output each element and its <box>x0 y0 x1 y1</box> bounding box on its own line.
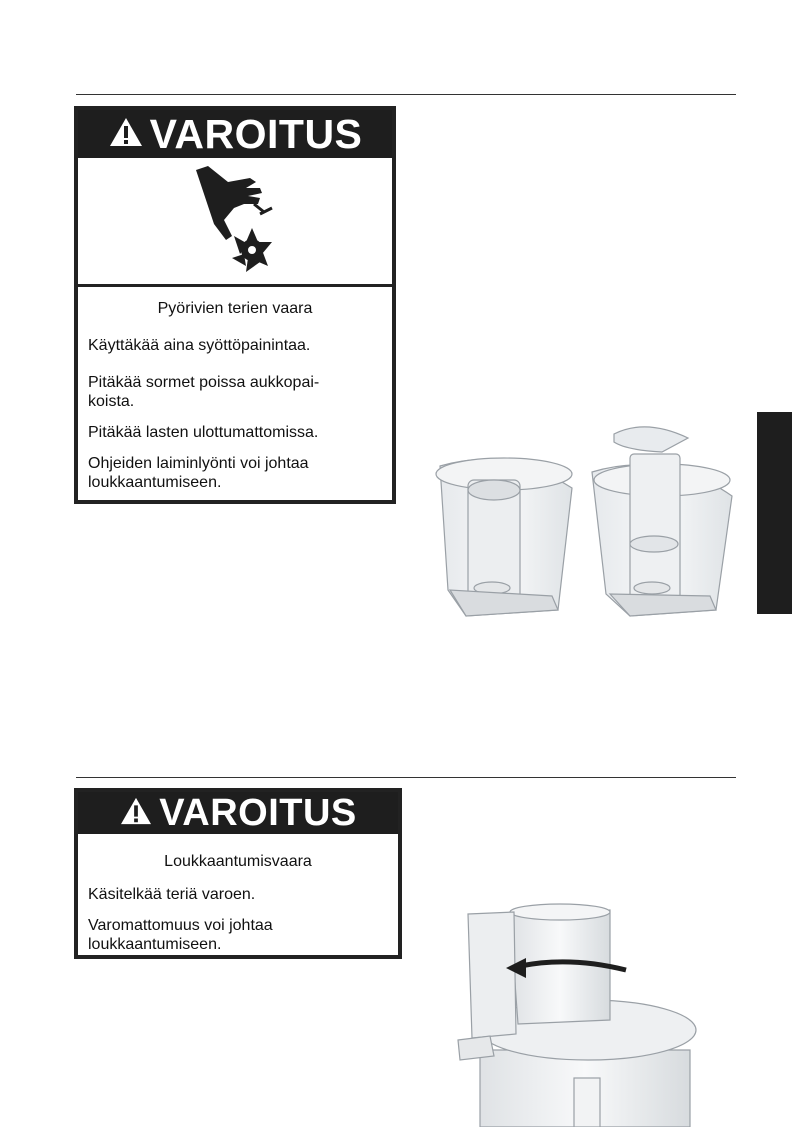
rotating-blade-hand-hazard-icon <box>188 164 298 284</box>
warning-title: VAROITUS <box>149 110 363 157</box>
warning-title: VAROITUS <box>159 792 357 834</box>
container-left <box>436 458 572 616</box>
warning-box-injury <box>74 788 402 959</box>
warning-header <box>78 792 398 834</box>
section-tab <box>757 412 792 614</box>
warning-subtitle: Loukkaantumisvaara <box>164 853 312 870</box>
hazard-icon-area <box>78 158 392 284</box>
warning-line: Pitäkää lasten ulottumattomissa. <box>88 424 319 441</box>
warning-line: Ohjeiden laiminlyönti voi johtaa loukkaantumiseen. <box>88 455 309 491</box>
warning-text <box>78 287 392 492</box>
food-processor-illustration <box>450 900 700 1127</box>
warning-text <box>78 834 398 954</box>
feed-tube-illustration <box>426 420 746 630</box>
middle-rule <box>76 777 736 778</box>
warning-triangle-icon <box>108 116 144 153</box>
warning-triangle-icon <box>119 796 153 831</box>
warning-header <box>78 110 392 158</box>
warning-line: Käsitelkää teriä varoen. <box>88 886 256 903</box>
container-right <box>592 427 732 616</box>
warning-line: Varomattomuus voi johtaa loukkaantumiseen. <box>88 917 273 953</box>
warning-box-rotating-blades <box>74 106 396 504</box>
top-rule <box>76 94 736 95</box>
warning-line: Pitäkää sormet poissa aukkopai- koista. <box>88 374 320 410</box>
warning-subtitle: Pyörivien terien vaara <box>157 300 313 317</box>
warning-line: Käyttäkää aina syöttöpainintaa. <box>88 337 311 354</box>
